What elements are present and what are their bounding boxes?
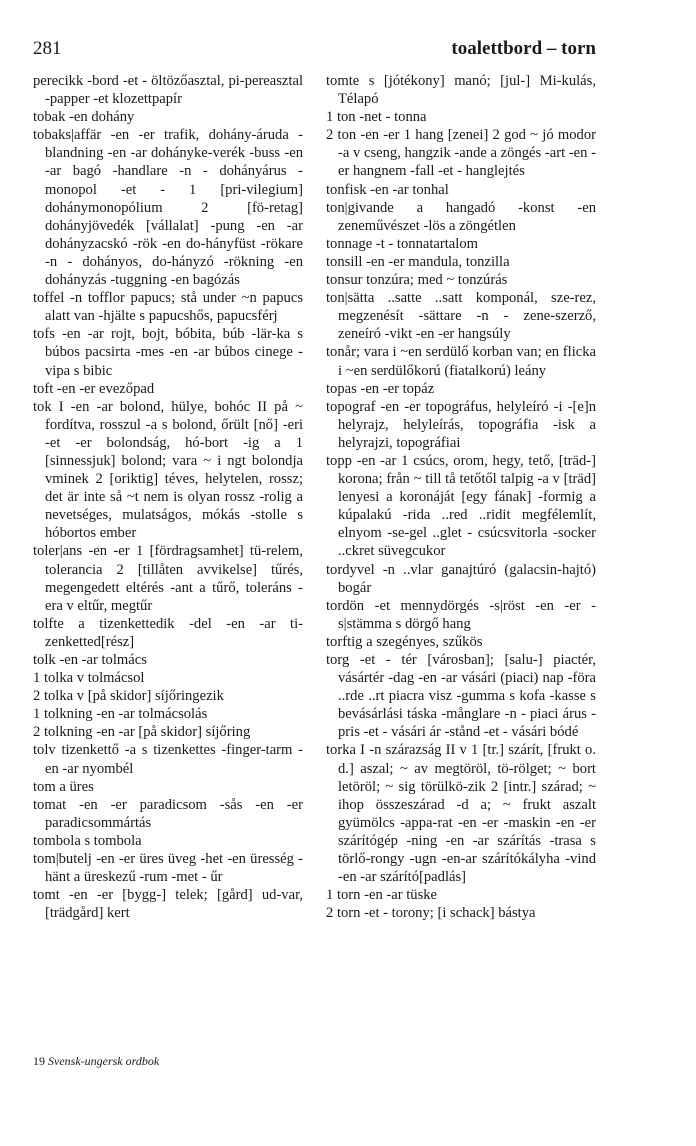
dictionary-entry: 1 ton -net - tonna: [326, 109, 427, 126]
dictionary-entry: tomte s [jótékony] manó; [jul-] Mi-kulás, Télapó: [326, 73, 596, 108]
dictionary-entry: tordyvel -n ..vlar ganajtúró (galacsin-hajtó) bogár: [326, 561, 596, 596]
dictionary-entry: tonsill -en -er mandula, tonzilla: [326, 253, 510, 270]
dictionary-entry: topp -en -ar 1 csúcs, orom, hegy, tető, [träd-] korona; från ~ till tå tetőtől talpig -a v [träd] lenyesi a koronáját [egy fának] -formig a kúpalakú -rida ..red ..ridit megfélemlít, elnyom -se-gel ..glet - csúcsvitorla -socker ..ckret süvegcukor: [326, 452, 596, 560]
dictionary-entry: tom a üres: [33, 778, 94, 795]
guide-words: toalettbord – torn: [451, 38, 596, 59]
dictionary-entry: tobak -en dohány: [33, 109, 135, 126]
dictionary-entry: 2 tolkning -en -ar [på skidor] síjőring: [33, 724, 251, 741]
dictionary-entry: tofs -en -ar rojt, bojt, bóbita, búb -lär-ka s búbos pacsirta -mes -en -ar búbos cinege -vipa s bibic: [33, 326, 303, 379]
dictionary-entry: tombola s tombola: [33, 832, 142, 849]
dictionary-entry: tok I -en -ar bolond, hülye, bohóc II på ~ fordítva, rosszul -a s bolond, őrült [nő] -eri -et -er bolondság, hó-bort -ig a 1 [sinnessjuk] bolond; vara ~ i ngt bolondja vminek 2 [oriktig] téves, helytelen, rossz; det är inte så ~t nem is olyan rossz -rolig a nevetséges, mulatságos, mókás -stolle s hóbortos ember: [33, 398, 303, 542]
dictionary-entry: tolfte a tizenkettedik -del -en -ar ti-zenketted[rész]: [33, 615, 303, 650]
dictionary-entry: tolk -en -ar tolmács: [33, 652, 147, 668]
dictionary-entry: 2 tolka v [på skidor] síjőringezik: [33, 688, 224, 705]
page-header: [33, 38, 596, 66]
dictionary-entry: tomt -en -er [bygg-] telek; [gård] ud-var, [trädgård] kert: [33, 887, 303, 922]
dictionary-entry: tordön -et mennydörgés -s|röst -en -er -s|stämma s dörgő hang: [326, 597, 596, 632]
page-number: 281: [33, 38, 62, 59]
signature-title: Svensk-ungersk ordbok: [48, 1054, 160, 1068]
dictionary-entry: 2 torn -et - torony; [i schack] bástya: [326, 905, 536, 922]
dictionary-entry: 1 tolkning -en -ar tolmácsolás: [33, 706, 208, 723]
dictionary-entry: torg -et - tér [városban]; [salu-] piactér, vásártér -dag -en -ar vásári (piaci) nap -föra ..rde ..rt piacra visz -gumma s kofa -kasse s bevásárlási táska -månglare -n - piaci árus -pris -et - vásári ár -stånd -et - vásári bódé: [326, 652, 596, 741]
printer-signature: [33, 1054, 159, 1069]
dictionary-entry: 2 ton -en -er 1 hang [zenei] 2 god ~ jó modor -a v cseng, hangzik -ande a zöngés -art -en -er hangnem -fall -et - hanglejtés: [326, 127, 596, 180]
signature-number: 19: [33, 1054, 45, 1068]
dictionary-entry: tonfisk -en -ar tonhal: [326, 181, 449, 198]
dictionary-entry: toffel -n tofflor papucs; stå under ~n papucs alatt van -hjälte s papucshős, papucsférj: [33, 290, 303, 325]
dictionary-entry: tonår; vara i ~en serdülő korban van; en flicka i ~en serdülőkorú (fiatalkorú) leány: [326, 344, 596, 379]
dictionary-entry: tomat -en -er paradicsom -sås -en -er paradicsommártás: [33, 796, 303, 831]
left-column: [33, 72, 303, 922]
dictionary-entry: ton|givande a hangadó -konst -en zeneművészet -lös a zöngétlen: [326, 199, 596, 234]
dictionary-entry: topograf -en -er topográfus, helyleíró -i -[e]n helyrajz, helyleírás, topográfia -isk a helyrajzi, topográfiai: [326, 398, 596, 451]
dictionary-entry: tonsur tonzúra; med ~ tonzúrás: [326, 272, 508, 289]
dictionary-entry: tobaks|affär -en -er trafik, dohány-áruda -blandning -en -ar dohányke-verék -buss -en -ar bagó -handlare -n - dohányárus -monopol -et - 1 [pri-vilegium] dohánymonopólium 2 [fö-retag] dohányjövedék [vállalat] -pung -en -ar dohányzacskó -rök -en do-hányfüst -rökare -n - dohányos, do-hányzó -rökning -en dohányzás -tuggning -en bagózás: [33, 127, 303, 289]
dictionary-entry: 1 torn -en -ar tüske: [326, 887, 438, 904]
dictionary-entry: torka I -n szárazság II v 1 [tr.] szárít, [frukt o. d.] aszal; ~ av megtöröl, tö-rölget; ~ bort letöröl; ~ sig törülkö-zik 2 [intr.] szárad; ~ ihop összeszárad -d a; ~ frukt aszalt gyümölcs -appa-rat -en -er -maskin -en -er szárítógép -ning -en -ar szárítás -trasa s törlő-rongy -ugn -en-ar szárítókályha -vind -en -ar szárító[padlás]: [326, 742, 596, 886]
dictionary-entry: ton|sätta ..satte ..satt komponál, sze-rez, megzenésít -sättare -n - zene-szerző, zeneíró -vikt -en -er hangsúly: [326, 290, 596, 343]
dictionary-entry: tom|butelj -en -er üres üveg -het -en üresség -hänt a üreskezű -rum -met - űr: [33, 851, 303, 886]
dictionary-entry: torftig a szegényes, szűkös: [326, 633, 483, 650]
dictionary-entry: toler|ans -en -er 1 [fördragsamhet] tü-relem, tolerancia 2 [tillåten avvikelse] tűrés, megengedett eltérés -ant a tűrő, toleráns -era v eltűr, megtűr: [33, 543, 303, 614]
dictionary-entry: perecikk -bord -et - öltözőasztal, pi-pereasztal -papper -et klozettpapír: [33, 73, 303, 108]
dictionary-entry: topas -en -er topáz: [326, 380, 435, 397]
dictionary-entry: toft -en -er evezőpad: [33, 380, 155, 397]
dictionary-entry: 1 tolka v tolmácsol: [33, 670, 145, 687]
dictionary-entry: tonnage -t - tonnatartalom: [326, 235, 478, 252]
right-column: [326, 72, 596, 922]
dictionary-entry: tolv tizenkettő -a s tizenkettes -finger-tarm -en -ar nyombél: [33, 742, 303, 777]
